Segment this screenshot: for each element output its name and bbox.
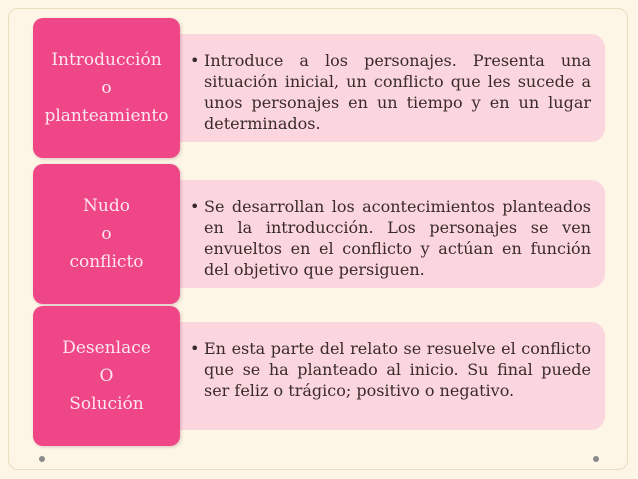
detail-bullet: • Se desarrollan los acontecimientos planteados en la introducción. Los personajes se ven envueltos en el conflicto y actúan en función del objetivo que persiguen.: [204, 196, 591, 280]
label-line: Desenlace: [62, 338, 151, 358]
detail-list: [188, 50, 591, 134]
corner-dot-left: [39, 456, 45, 462]
detail-bullet: • En esta parte del relato se resuelve el conflicto que se ha planteado al inicio. Su final puede ser feliz o trágico; positivo o negativo.: [204, 338, 591, 401]
row-introduccion: [0, 18, 638, 158]
label-line: Introducción: [51, 50, 162, 70]
row-desenlace: [0, 306, 638, 446]
label-line: Nudo: [83, 196, 130, 216]
detail-box: [160, 322, 605, 430]
detail-bullet: • Introduce a los personajes. Presenta una situación inicial, un conflicto que les sucede a unos personajes en un tiempo y en un lugar determinados.: [204, 50, 591, 134]
detail-list: [188, 196, 591, 280]
label-box: [33, 18, 180, 158]
label-line: Solución: [69, 394, 144, 414]
label-line: conflicto: [69, 252, 144, 272]
detail-box: [160, 34, 605, 142]
detail-box: [160, 180, 605, 288]
label-box: [33, 306, 180, 446]
row-nudo: [0, 164, 638, 304]
label-line: o: [101, 224, 112, 244]
label-line: o: [101, 78, 112, 98]
corner-dot-right: [593, 456, 599, 462]
detail-list: [188, 338, 591, 401]
label-line: O: [99, 366, 114, 386]
label-box: [33, 164, 180, 304]
label-line: planteamiento: [44, 106, 169, 126]
